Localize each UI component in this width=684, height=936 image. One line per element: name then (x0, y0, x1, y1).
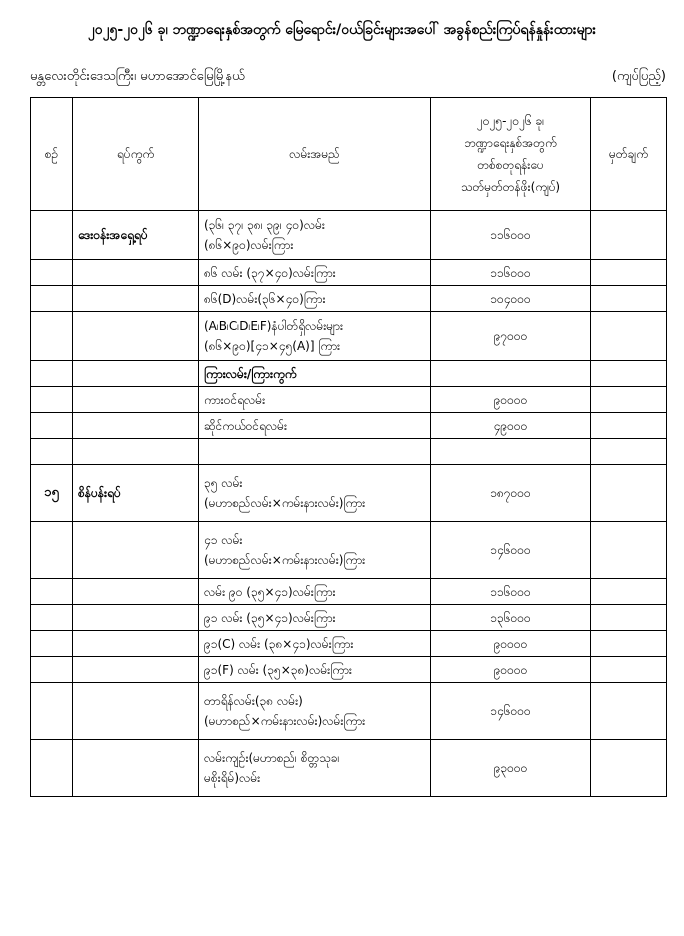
cell-no (31, 260, 73, 286)
cell-street (199, 312, 431, 361)
cell-no (31, 286, 73, 312)
header-remark: မှတ်ချက် (591, 98, 667, 211)
table-row (31, 631, 667, 657)
cell-price: ၁၁၆၀၀၀ (431, 260, 591, 286)
cell-region (73, 439, 199, 465)
street-line: (မဟာစည်လမ်း×ကမ်းနားလမ်း)ကြား (204, 496, 366, 510)
header-region: ရပ်ကွက် (73, 98, 199, 211)
cell-region (73, 387, 199, 413)
location-label: မန္တလေးတိုင်းဒေသကြီး၊ မဟာအောင်မြေမြို့နယ် (30, 69, 245, 84)
cell-price: ၉၀၀၀၀ (431, 631, 591, 657)
table-row (31, 657, 667, 683)
cell-region (73, 312, 199, 361)
cell-region (73, 579, 199, 605)
cell-no (31, 522, 73, 579)
header-street: လမ်းအမည် (199, 98, 431, 211)
cell-region (73, 683, 199, 740)
street-line: (၈၆×၉၀)[၄၁×၄၅(A)] ကြား (204, 339, 341, 353)
street-line: (၈၆×၉၀)လမ်းကြား (204, 238, 294, 252)
table-row (31, 361, 667, 387)
cell-price: ၁၈၇၀၀၀ (431, 465, 591, 522)
document-title: ၂၀၂၅-၂၀၂၆ ခု၊ ဘဏ္ဍာရေးနှစ်အတွက် မြေရောင်း/ဝယ်ခြင်းများအပေါ် အခွန်စည်းကြပ်ရန်နှုန်းထားများ (87, 22, 597, 38)
table-row (31, 579, 667, 605)
street-line: ကြားလမ်း/ကြားကွက် (204, 366, 297, 381)
cell-remark (591, 657, 667, 683)
header-price-line: သတ်မှတ်တန်ဖိုး(ကျပ်) (460, 180, 561, 194)
cell-remark (591, 312, 667, 361)
cell-remark (591, 465, 667, 522)
cell-price: ၉၀၀၀၀ (431, 657, 591, 683)
cell-street (199, 683, 431, 740)
cell-no (31, 740, 73, 797)
cell-street (199, 286, 431, 312)
cell-price: ၄၉၀၀၀ (431, 413, 591, 439)
cell-price: ၉၀၀၀၀ (431, 387, 591, 413)
street-line: လမ်းကျဉ်း(မဟာစည်၊ စိတ္တသုခ၊ (204, 751, 340, 765)
cell-remark (591, 361, 667, 387)
table-row (31, 439, 667, 465)
table-row (31, 605, 667, 631)
cell-price: ၁၀၄၀၀၀ (431, 286, 591, 312)
cell-street (199, 361, 431, 387)
cell-street (199, 211, 431, 260)
cell-price: ၁၄၆၀၀၀ (431, 522, 591, 579)
cell-remark (591, 683, 667, 740)
cell-remark (591, 439, 667, 465)
cell-street (199, 387, 431, 413)
street-line: (မဟာစည်×ကမ်းနားလမ်း)လမ်းကြား (204, 714, 366, 728)
cell-price (431, 439, 591, 465)
table-row (31, 260, 667, 286)
street-line: ကားဝင်ရလမ်း (204, 392, 266, 407)
street-line: ၄၁ လမ်း (204, 533, 243, 547)
cell-remark (591, 605, 667, 631)
cell-no (31, 579, 73, 605)
table-row (31, 286, 667, 312)
header-price-line: တစ်စတုရန်းပေ (477, 158, 544, 172)
cell-street (199, 260, 431, 286)
cell-street (199, 740, 431, 797)
cell-no: ၁၅ (31, 465, 73, 522)
cell-remark (591, 211, 667, 260)
table-row (31, 740, 667, 797)
table-header-row (31, 98, 667, 211)
cell-street (199, 657, 431, 683)
cell-no (31, 211, 73, 260)
street-line: (၃၆၊ ၃၇၊ ၃၈၊ ၃၉၊ ၄၀)လမ်း (204, 218, 325, 232)
cell-no (31, 439, 73, 465)
cell-price (431, 361, 591, 387)
unit-label: (ကျပ်ပြည့်) (611, 69, 666, 84)
cell-remark (591, 631, 667, 657)
cell-price: ၁၁၆၀၀၀ (431, 579, 591, 605)
cell-region (73, 605, 199, 631)
street-line: လမ်း ၉၀ (၃၅×၄၁)လမ်းကြား (204, 584, 336, 599)
street-line: ၈၆ လမ်း (၃၇×၄၀)လမ်းကြား (204, 265, 336, 280)
cell-street (199, 522, 431, 579)
street-line: မစိုးရိမ်)လမ်း (204, 771, 261, 785)
cell-region (73, 657, 199, 683)
street-line: ၉၁(C) လမ်း (၃၈×၄၁)လမ်းကြား (204, 636, 354, 651)
cell-no (31, 631, 73, 657)
cell-remark (591, 387, 667, 413)
street-line: ၃၅ လမ်း (204, 476, 243, 490)
cell-region (73, 260, 199, 286)
cell-no (31, 657, 73, 683)
cell-region (73, 286, 199, 312)
cell-no (31, 312, 73, 361)
header-price-line: ၂၀၂၅-၂၀၂၆ ခု၊ (476, 114, 545, 128)
cell-street (199, 605, 431, 631)
table-body (31, 211, 667, 797)
cell-remark (591, 260, 667, 286)
cell-remark (591, 522, 667, 579)
table-row (31, 413, 667, 439)
cell-region (73, 361, 199, 387)
cell-remark (591, 286, 667, 312)
street-line: (မဟာစည်လမ်း×ကမ်းနားလမ်း)ကြား (204, 553, 366, 567)
street-line: ၉၁(F) လမ်း (၃၅×၃၈)လမ်းကြား (204, 662, 352, 677)
cell-no (31, 361, 73, 387)
header-price (431, 98, 591, 211)
cell-region (73, 740, 199, 797)
street-line: (A၊B၊C၊D၊E၊F)နံပါတ်ရှိလမ်းများ (204, 319, 343, 333)
cell-price: ၁၁၆၀၀၀ (431, 211, 591, 260)
table-row (31, 211, 667, 260)
cell-street (199, 579, 431, 605)
cell-street (199, 631, 431, 657)
cell-remark (591, 740, 667, 797)
cell-no (31, 413, 73, 439)
street-line: တာရိန်လမ်း(၃၈ လမ်း) (204, 694, 303, 708)
price-table (30, 97, 667, 797)
cell-no (31, 387, 73, 413)
cell-street (199, 413, 431, 439)
cell-no (31, 605, 73, 631)
cell-region (73, 631, 199, 657)
cell-remark (591, 579, 667, 605)
street-line: ၉၁ လမ်း (၃၅×၄၁)လမ်းကြား (204, 610, 336, 625)
cell-region: စိန်ပန်းရပ် (73, 465, 199, 522)
cell-region (73, 522, 199, 579)
cell-street (199, 439, 431, 465)
street-line: ဆိုင်ကယ်ဝင်ရလမ်း (204, 418, 288, 433)
header-price-line: ဘဏ္ဍာရေးနှစ်အတွက် (464, 136, 557, 150)
cell-region (73, 413, 199, 439)
cell-price: ၉၇၀၀၀ (431, 312, 591, 361)
table-row (31, 522, 667, 579)
cell-price: ၉၃၀၀၀ (431, 740, 591, 797)
table-row (31, 683, 667, 740)
cell-price: ၁၄၆၀၀၀ (431, 683, 591, 740)
table-row (31, 312, 667, 361)
header-no: စဉ် (31, 98, 73, 211)
cell-price: ၁၃၆၀၀၀ (431, 605, 591, 631)
cell-street (199, 465, 431, 522)
cell-region: ဒေးဝန်းအရှေ့ရပ် (73, 211, 199, 260)
table-row (31, 465, 667, 522)
table-row (31, 387, 667, 413)
street-line: ၈၆(D)လမ်း(၃၆×၄၀)ကြား (204, 291, 326, 306)
cell-remark (591, 413, 667, 439)
cell-no (31, 683, 73, 740)
